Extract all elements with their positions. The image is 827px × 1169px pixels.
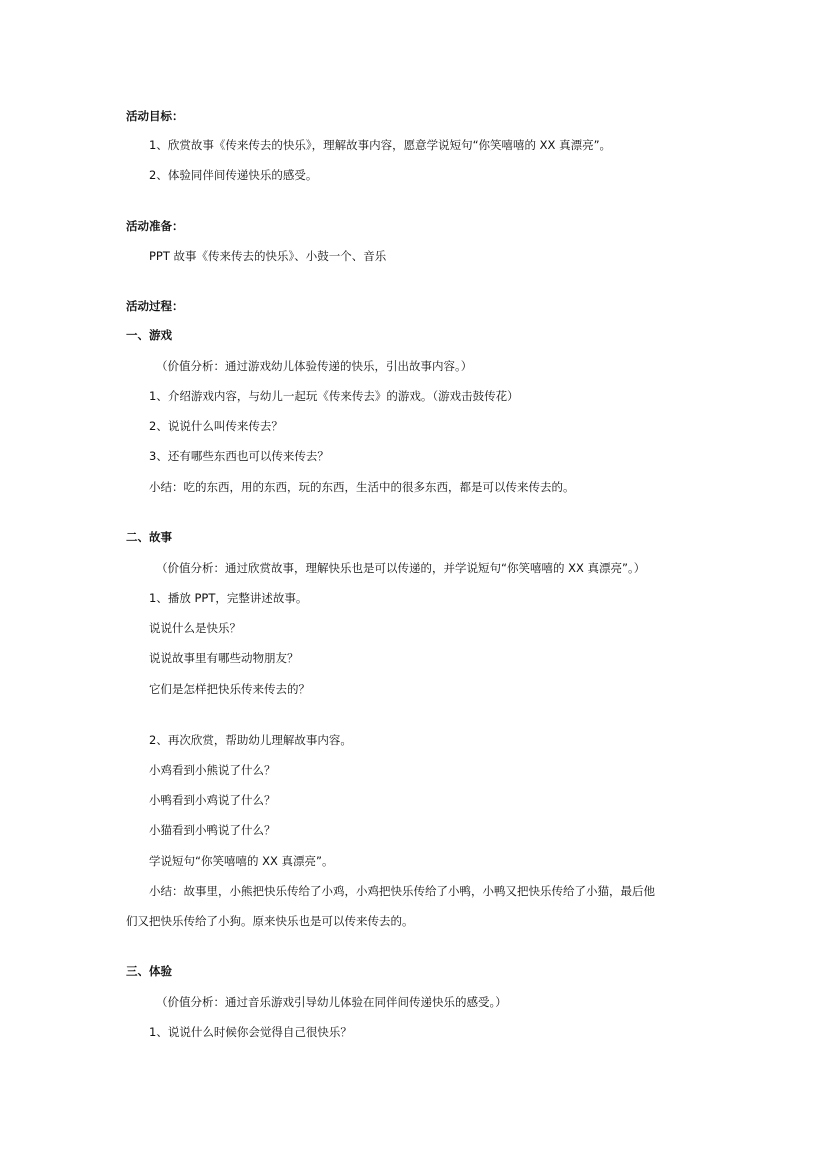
part2-line-a4: 它们是怎样把快乐传来传去的？ bbox=[149, 682, 310, 696]
part3-analysis: （价值分析：通过音乐游戏引导幼儿体验在同伴间传递快乐的感受。） bbox=[156, 995, 507, 1009]
part2-line-a1: 1、播放 PPT，完整讲述故事。 bbox=[149, 591, 308, 605]
part2-line-b3: 小鸭看到小鸡说了什么？ bbox=[149, 793, 276, 807]
part2-summary: 小结：故事里，小熊把快乐传给了小鸡，小鸡把快乐传给了小鸭，小鸭又把快乐传给了小猫，最后他 bbox=[149, 884, 655, 898]
goals-heading: 活动目标： bbox=[126, 109, 184, 123]
prep-heading: 活动准备： bbox=[126, 219, 184, 233]
part2-line-b2: 小鸡看到小熊说了什么？ bbox=[149, 763, 276, 777]
part1-line-2: 2、说说什么叫传来传去？ bbox=[149, 419, 283, 433]
part2-line-a2: 说说什么是快乐？ bbox=[149, 621, 241, 635]
part2-summary-cont: 们又把快乐传给了小狗。原来快乐也是可以传来传去的。 bbox=[126, 914, 414, 928]
part2-analysis: （价值分析：通过欣赏故事，理解快乐也是可以传递的，并学说短句“你笑嘻嘻的 XX 真漂亮”。） bbox=[156, 561, 646, 575]
part1-line-3: 3、还有哪些东西也可以传来传去？ bbox=[149, 449, 329, 463]
part1-line-1: 1、介绍游戏内容，与幼儿一起玩《传来传去》的游戏。（游戏击鼓传花） bbox=[149, 389, 519, 403]
part1-title: 一、游戏 bbox=[126, 328, 172, 342]
part2-line-a3: 说说故事里有哪些动物朋友？ bbox=[149, 651, 299, 665]
goal-item-2: 2、体验同伴间传递快乐的感受。 bbox=[149, 168, 318, 182]
part3-line-1: 1、说说什么时候你会觉得自己很快乐？ bbox=[149, 1025, 352, 1039]
part1-summary: 小结：吃的东西，用的东西，玩的东西，生活中的很多东西，都是可以传来传去的。 bbox=[149, 480, 575, 494]
goal-item-1: 1、欣赏故事《传来传去的快乐》，理解故事内容，愿意学说短句“你笑嘻嘻的 XX 真漂亮”。 bbox=[149, 138, 612, 152]
prep-text: PPT 故事《传来传去的快乐》、小鼓一个、音乐 bbox=[149, 249, 387, 263]
part2-title: 二、故事 bbox=[126, 530, 172, 544]
part2-line-b1: 2、再次欣赏，帮助幼儿理解故事内容。 bbox=[149, 733, 352, 747]
part1-analysis: （价值分析：通过游戏幼儿体验传递的快乐，引出故事内容。） bbox=[156, 359, 473, 373]
part3-title: 三、体验 bbox=[126, 964, 172, 978]
part2-line-b4: 小猫看到小鸭说了什么？ bbox=[149, 823, 276, 837]
process-heading: 活动过程： bbox=[126, 299, 184, 313]
part2-line-b5: 学说短句“你笑嘻嘻的 XX 真漂亮”。 bbox=[149, 854, 334, 868]
